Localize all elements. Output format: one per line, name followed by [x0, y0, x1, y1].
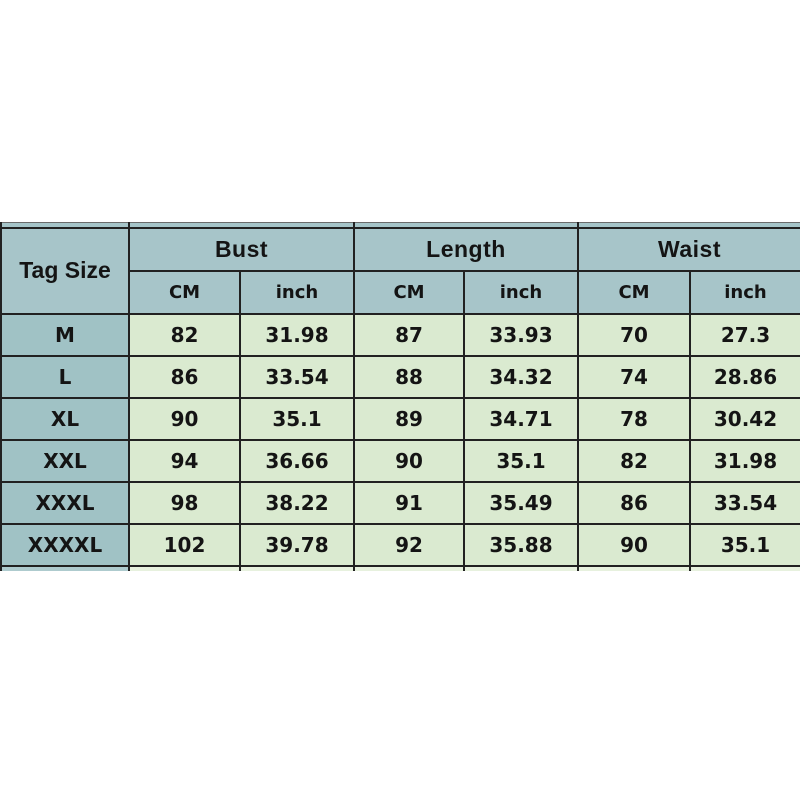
table-row-xxxxl: [1, 524, 800, 566]
cell-bust-cm: 90: [129, 398, 240, 440]
cell-waist-cm: 86: [578, 482, 690, 524]
cell-length-inch: 33.93: [464, 314, 578, 356]
cell-length-cm: 90: [354, 440, 464, 482]
cell-bust-cm: 102: [129, 524, 240, 566]
cropped-cell: [578, 566, 690, 571]
unit-header-bust-cm: CM: [129, 271, 240, 314]
group-header-bust: Bust: [129, 228, 354, 271]
cell-bust-inch: 31.98: [240, 314, 354, 356]
table-row-xxxl: [1, 482, 800, 524]
cell-waist-cm: 78: [578, 398, 690, 440]
table-row-m: [1, 314, 800, 356]
cell-waist-cm: 74: [578, 356, 690, 398]
cropped-cell: [1, 566, 129, 571]
cell-bust-inch: 36.66: [240, 440, 354, 482]
cell-bust-inch: 38.22: [240, 482, 354, 524]
cell-waist-inch: 28.86: [690, 356, 800, 398]
row-label: XXXL: [1, 482, 129, 524]
cell-bust-cm: 82: [129, 314, 240, 356]
cell-bust-inch: 35.1: [240, 398, 354, 440]
cropped-cell: [240, 566, 354, 571]
unit-header-length-inch: inch: [464, 271, 578, 314]
group-header-length: Length: [354, 228, 578, 271]
cell-length-cm: 91: [354, 482, 464, 524]
cell-waist-inch: 30.42: [690, 398, 800, 440]
cell-length-inch: 35.49: [464, 482, 578, 524]
cell-bust-cm: 94: [129, 440, 240, 482]
cell-length-cm: 89: [354, 398, 464, 440]
size-chart-table: [0, 222, 800, 571]
cell-waist-cm: 82: [578, 440, 690, 482]
cell-length-inch: 35.88: [464, 524, 578, 566]
row-label: M: [1, 314, 129, 356]
row-label: XXL: [1, 440, 129, 482]
unit-header-bust-inch: inch: [240, 271, 354, 314]
cell-length-cm: 88: [354, 356, 464, 398]
cropped-cell: [690, 566, 800, 571]
cropped-cell: [464, 566, 578, 571]
cell-length-inch: 34.32: [464, 356, 578, 398]
cell-bust-cm: 86: [129, 356, 240, 398]
cell-length-inch: 35.1: [464, 440, 578, 482]
cell-length-inch: 34.71: [464, 398, 578, 440]
cell-waist-cm: 90: [578, 524, 690, 566]
cell-length-cm: 92: [354, 524, 464, 566]
corner-header-tag-size: Tag Size: [1, 228, 129, 314]
table-row-xxl: [1, 440, 800, 482]
row-label: XXXXL: [1, 524, 129, 566]
cropped-row-bottom: [1, 566, 800, 571]
cell-length-cm: 87: [354, 314, 464, 356]
cell-waist-inch: 35.1: [690, 524, 800, 566]
cell-waist-inch: 27.3: [690, 314, 800, 356]
cell-bust-cm: 98: [129, 482, 240, 524]
row-label: XL: [1, 398, 129, 440]
table-row-xl: [1, 398, 800, 440]
unit-header-waist-cm: CM: [578, 271, 690, 314]
group-header-waist: Waist: [578, 228, 800, 271]
cell-waist-inch: 31.98: [690, 440, 800, 482]
table-row-l: [1, 356, 800, 398]
cell-bust-inch: 33.54: [240, 356, 354, 398]
cropped-cell: [129, 566, 240, 571]
cropped-cell: [354, 566, 464, 571]
unit-header-length-cm: CM: [354, 271, 464, 314]
row-label: L: [1, 356, 129, 398]
cell-bust-inch: 39.78: [240, 524, 354, 566]
unit-header-waist-inch: inch: [690, 271, 800, 314]
cell-waist-cm: 70: [578, 314, 690, 356]
header-row-groups: [1, 228, 800, 271]
cell-waist-inch: 33.54: [690, 482, 800, 524]
